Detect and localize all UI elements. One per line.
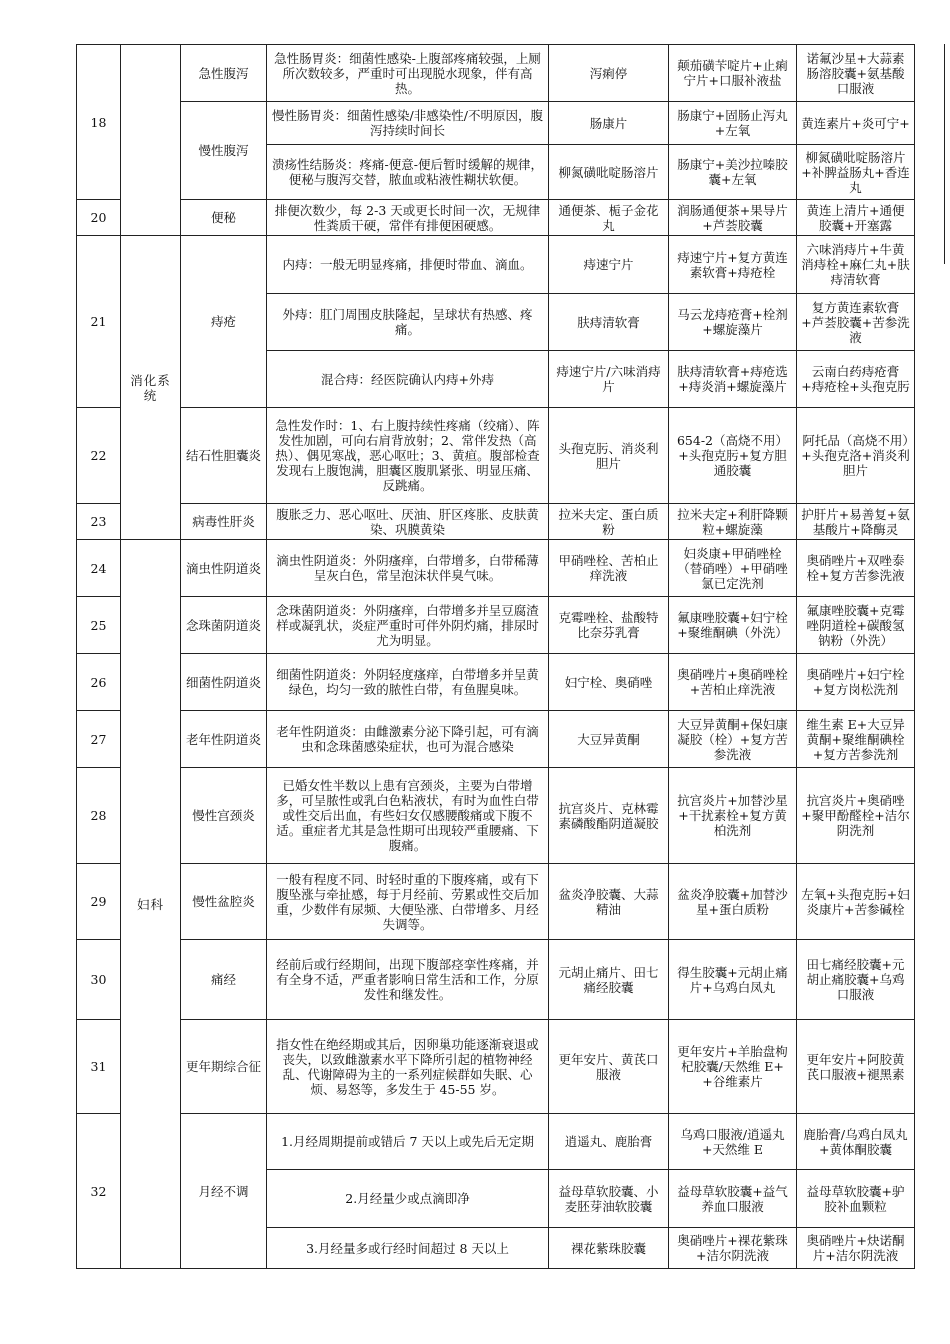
row-number: 24 <box>77 540 121 597</box>
disease-name: 急性腹泻 <box>181 45 267 102</box>
combination-one: 氟康唑胶囊+妇宁栓+聚维酮碘（外洗） <box>669 597 797 654</box>
symptom-description: 念珠菌阴道炎：外阴瘙痒，白带增多并呈豆腐渣样或凝乳状，炎症严重时可伴外阴灼痛，排尿时尤为明显。 <box>267 597 549 654</box>
row-number: 23 <box>77 504 121 540</box>
recommended-drug: 妇宁栓、奥硝唑 <box>549 654 669 711</box>
disease-name: 细菌性阴道炎 <box>181 654 267 711</box>
combination-one: 肠康宁+固肠止泻丸+左氧 <box>669 102 797 145</box>
row-number: 32 <box>77 1114 121 1269</box>
row-number: 22 <box>77 408 121 504</box>
combination-one: 痔速宁片+复方黄连素软膏+痔疮栓 <box>669 236 797 294</box>
combination-two: 田七痛经胶囊+元胡止痛胶囊+乌鸡口服液 <box>797 940 915 1020</box>
disease-name: 老年性阴道炎 <box>181 711 267 768</box>
symptom-description: 外痔：肛门周围皮肤隆起，呈球状有热感、疼痛。 <box>267 294 549 351</box>
disease-name: 念珠菌阴道炎 <box>181 597 267 654</box>
combination-two: 柳氮磺吡啶肠溶片+补脾益肠丸+香连丸 <box>797 145 915 200</box>
combination-one: 妇炎康+甲硝唑栓（替硝唑）+甲硝唑氯已定洗剂 <box>669 540 797 597</box>
row-number: 18 <box>77 45 121 200</box>
symptom-description: 急性发作时：1、右上腹持续性疼痛（绞痛）、阵发性加剧，可向右肩背放射；2、常伴发热（高热）、偶见寒战，恶心呕吐；3、黄疸。腹部检查发现右上腹饱满，胆囊区腹肌紧张、明显压痛、反跳痛。 <box>267 408 549 504</box>
combination-two: 抗宫炎片+奥硝唑+聚甲酚醛栓+洁尔阴洗剂 <box>797 768 915 864</box>
combination-two: 奥硝唑片+双唑泰栓+复方苦参洗液 <box>797 540 915 597</box>
symptom-description: 1.月经周期提前或错后 7 天以上或先后无定期 <box>267 1114 549 1170</box>
combination-one: 盆炎净胶囊+加替沙星+蛋白质粉 <box>669 864 797 940</box>
symptom-description: 经前后或行经期间，出现下腹部痉挛性疼痛，并有全身不适，严重者影响日常生活和工作，分原发性和继发性。 <box>267 940 549 1020</box>
table-row <box>77 654 915 711</box>
row-number: 28 <box>77 768 121 864</box>
symptom-description: 2.月经量少或点滴即净 <box>267 1170 549 1228</box>
recommended-drug: 裸花紫珠胶囊 <box>549 1228 669 1269</box>
disease-name: 月经不调 <box>181 1114 267 1269</box>
symptom-description: 排便次数少，每 2-3 天或更长时间一次，无规律性粪质干硬，常伴有排便困硬感。 <box>267 200 549 236</box>
combination-one: 奥硝唑片+裸花紫珠+洁尔阴洗液 <box>669 1228 797 1269</box>
symptom-description: 急性肠胃炎：细菌性感染-上腹部疼痛较强，上厕所次数较多，严重时可出现脱水现象，伴有高热。 <box>267 45 549 102</box>
table-row <box>77 1114 915 1170</box>
combination-two: 阿托品（高烧不用）+头孢克洛+消炎利胆片 <box>797 408 915 504</box>
combination-one: 肠康宁+美沙拉嗪胶囊+左氧 <box>669 145 797 200</box>
symptom-description: 一般有程度不同、时轻时重的下腹疼痛，或有下腹坠涨与牵扯感，每于月经前、劳累或性交后加重，少数伴有尿频、大便坠涨、白带增多、月经失调等。 <box>267 864 549 940</box>
combination-two: 益母草软胶囊+驴胶补血颗粒 <box>797 1170 915 1228</box>
combination-two: 诺氟沙星+大蒜素肠溶胶囊+氨基酸口服液 <box>797 45 915 102</box>
symptom-description: 滴虫性阴道炎：外阴瘙痒，白带增多，白带稀薄呈灰白色，常呈泡沫状伴臭气味。 <box>267 540 549 597</box>
recommended-drug: 更年安片、黄芪口服液 <box>549 1020 669 1114</box>
table-row <box>77 597 915 654</box>
table-row <box>77 504 915 540</box>
symptom-description: 内痔：一般无明显疼痛，排便时带血、滴血。 <box>267 236 549 294</box>
combination-one: 更年安片+羊胎盘枸杞胶囊/天然维 E++谷维素片 <box>669 1020 797 1114</box>
page-right-border <box>944 44 945 264</box>
table-row <box>77 864 915 940</box>
recommended-drug: 盆炎净胶囊、大蒜精油 <box>549 864 669 940</box>
symptom-description: 指女性在绝经期或其后，因卵巢功能逐渐衰退或丧失，以致雌激素水平下降所引起的植物神经乱、代谢障碍为主的一系列症候群如失眠、心烦、易怒等，多发生于 45-55 岁。 <box>267 1020 549 1114</box>
combination-one: 大豆异黄酮+保妇康凝胶（栓）+复方苦参洗液 <box>669 711 797 768</box>
combination-two: 黄连上清片+通便胶囊+开塞露 <box>797 200 915 236</box>
recommended-drug: 克霉唑栓、盐酸特比奈芬乳膏 <box>549 597 669 654</box>
recommended-drug: 痔速宁片 <box>549 236 669 294</box>
recommended-drug: 肤痔清软膏 <box>549 294 669 351</box>
combination-one: 肤痔清软膏+痔疮选+痔炎消+螺旋藻片 <box>669 351 797 408</box>
combination-two: 六味消痔片+牛黄消痔栓+麻仁丸+肤痔清软膏 <box>797 236 915 294</box>
recommended-drug: 大豆异黄酮 <box>549 711 669 768</box>
disease-name: 痔疮 <box>181 236 267 408</box>
row-number: 27 <box>77 711 121 768</box>
table-row <box>77 45 915 102</box>
recommended-drug: 益母草软胶囊、小麦胚芽油软胶囊 <box>549 1170 669 1228</box>
table-row <box>77 768 915 864</box>
table-row <box>77 102 915 145</box>
combination-two: 黄连素片+炎可宁+ <box>797 102 915 145</box>
symptom-description: 溃疡性结肠炎：疼痛-便意-便后暂时缓解的规律，便秘与腹泻交替，脓血或粘液性糊状软便。 <box>267 145 549 200</box>
category-gynecology: 妇科 <box>121 540 181 1269</box>
combination-one: 马云龙痔疮膏+栓剂+螺旋藻片 <box>669 294 797 351</box>
table-row <box>77 540 915 597</box>
symptom-description: 混合痔：经医院确认内痔+外痔 <box>267 351 549 408</box>
combination-two: 更年安片+阿胶黄芪口服液+褪黑素 <box>797 1020 915 1114</box>
recommended-drug: 甲硝唑栓、苦柏止痒洗液 <box>549 540 669 597</box>
combination-one: 润肠通便茶+果导片+芦荟胶囊 <box>669 200 797 236</box>
combination-one: 奥硝唑片+奥硝唑栓+苦柏止痒洗液 <box>669 654 797 711</box>
disease-name: 结石性胆囊炎 <box>181 408 267 504</box>
disease-name: 更年期综合征 <box>181 1020 267 1114</box>
disease-name: 滴虫性阴道炎 <box>181 540 267 597</box>
symptom-description: 已婚女性半数以上患有宫颈炎，主要为白带增多，可呈脓性或乳白色粘液状，有时为血性白带或性交后出血，有些妇女仅感腰酸痛或下腹不适。重症者尤其是急性期可出现较严重腰痛、下腹痛。 <box>267 768 549 864</box>
symptom-description: 慢性肠胃炎：细菌性感染/非感染性/不明原因，腹泻持续时间长 <box>267 102 549 145</box>
recommended-drug: 头孢克肟、消炎利胆片 <box>549 408 669 504</box>
combination-one: 颠茄磺苄啶片+止痢宁片+口服补液盐 <box>669 45 797 102</box>
row-number: 26 <box>77 654 121 711</box>
combination-two: 奥硝唑片+妇宁栓+复方岗松洗剂 <box>797 654 915 711</box>
symptom-description: 3.月经量多或行经时间超过 8 天以上 <box>267 1228 549 1269</box>
combination-two: 云南白药痔疮膏+痔疮栓+头孢克肟 <box>797 351 915 408</box>
recommended-drug: 痔速宁片/六味消痔片 <box>549 351 669 408</box>
table-row <box>77 236 915 294</box>
combination-two: 护肝片+易善复+氨基酸片+降酶灵 <box>797 504 915 540</box>
recommended-drug: 泻痢停 <box>549 45 669 102</box>
combination-one: 拉米夫定+利肝降颗粒+螺旋藻 <box>669 504 797 540</box>
combination-two: 奥硝唑片+炔诺酮片+洁尔阴洗液 <box>797 1228 915 1269</box>
table-row <box>77 940 915 1020</box>
combination-two: 复方黄连素软膏+芦荟胶囊+苦参洗液 <box>797 294 915 351</box>
disease-name: 慢性盆腔炎 <box>181 864 267 940</box>
recommended-drug: 肠康片 <box>549 102 669 145</box>
disease-name: 痛经 <box>181 940 267 1020</box>
row-number: 29 <box>77 864 121 940</box>
combination-one: 乌鸡口服液/逍遥丸+天然维 E <box>669 1114 797 1170</box>
table-row <box>77 711 915 768</box>
table-row <box>77 200 915 236</box>
row-number: 30 <box>77 940 121 1020</box>
combination-one: 得生胶囊+元胡止痛片+乌鸡白凤丸 <box>669 940 797 1020</box>
combination-two: 氟康唑胶囊+克霉唑阴道栓+碳酸氢钠粉（外洗） <box>797 597 915 654</box>
drug-recommendation-table <box>76 44 915 1269</box>
symptom-description: 老年性阴道炎：由雌激素分泌下降引起，可有滴虫和念珠菌感染症状，也可为混合感染 <box>267 711 549 768</box>
recommended-drug: 通便茶、栀子金花丸 <box>549 200 669 236</box>
recommended-drug: 抗宫炎片、克林霉素磷酸酯阴道凝胶 <box>549 768 669 864</box>
disease-name: 慢性宫颈炎 <box>181 768 267 864</box>
recommended-drug: 拉米夫定、蛋白质粉 <box>549 504 669 540</box>
combination-one: 654-2（高烧不用）+头孢克肟+复方胆通胶囊 <box>669 408 797 504</box>
recommended-drug: 柳氮磺吡啶肠溶片 <box>549 145 669 200</box>
disease-name: 病毒性肝炎 <box>181 504 267 540</box>
disease-name: 慢性腹泻 <box>181 102 267 200</box>
symptom-description: 腹胀乏力、恶心呕吐、厌油、肝区疼胀、皮肤黄染、巩膜黄染 <box>267 504 549 540</box>
combination-two: 维生素 E+大豆异黄酮+聚维酮碘栓+复方苦参洗剂 <box>797 711 915 768</box>
combination-one: 益母草软胶囊+益气养血口服液 <box>669 1170 797 1228</box>
row-number: 21 <box>77 236 121 408</box>
table-row <box>77 408 915 504</box>
combination-one: 抗宫炎片+加替沙星+干扰素栓+复方黄柏洗剂 <box>669 768 797 864</box>
row-number: 25 <box>77 597 121 654</box>
category-digestive-system: 消化系统 <box>121 236 181 540</box>
table-row <box>77 1020 915 1114</box>
recommended-drug: 元胡止痛片、田七痛经胶囊 <box>549 940 669 1020</box>
recommended-drug: 逍遥丸、鹿胎膏 <box>549 1114 669 1170</box>
category-cell <box>121 45 181 236</box>
symptom-description: 细菌性阴道炎：外阴轻度瘙痒，白带增多并呈黄绿色，均匀一致的脓性白带，有鱼腥臭味。 <box>267 654 549 711</box>
combination-two: 左氧+头孢克肟+妇炎康片+苦参碱栓 <box>797 864 915 940</box>
row-number: 20 <box>77 200 121 236</box>
row-number: 31 <box>77 1020 121 1114</box>
combination-two: 鹿胎膏/乌鸡白凤丸+黄体酮胶囊 <box>797 1114 915 1170</box>
disease-name: 便秘 <box>181 200 267 236</box>
